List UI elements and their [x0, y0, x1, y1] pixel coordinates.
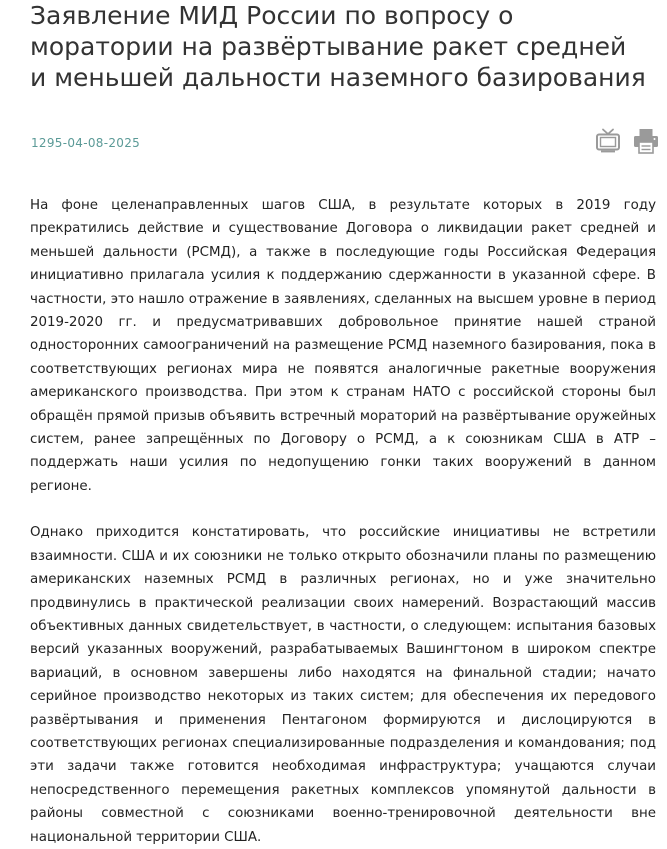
tv-icon[interactable]: [594, 128, 622, 154]
printer-icon[interactable]: [632, 128, 660, 154]
article-title: Заявление МИД России по вопросу о моратории на развёртывание ракет средней и меньшей дальности наземного базирования: [30, 1, 646, 92]
article-body: [30, 194, 656, 849]
article-date: 1295-04-08-2025: [31, 136, 141, 150]
article-paragraph-2: Однако приходится констатировать, что российские инициативы не встретили взаимности. США и их союзники не только открыто обозначили планы по размещению американских наземных РСМД в различных регионах, но и уже значительно продвинулись в практической реализации своих намерений. Возрастающий массив объективных данных свидетельствует, в частности, о следующем: испытания базовых версий указанных вооружений, разрабатываемых Вашингтоном в широком спектре вариаций, в основном завершены либо находятся на финальной стадии; начато серийное производство некоторых из таких систем; для обеспечения их передового развёртывания и применения Пентагоном формируются и дислоцируются в соответствующих регионах специализированные подразделения и командования; под эти задачи также готовится необходимая инфраструктура; учащаются случаи непосредственного перемещения ракетных комплексов упомянутой дальности в районы совместной с союзниками военно-тренировочной деятельности вне национальной территории США.: [30, 525, 656, 845]
article-paragraph-1: На фоне целенаправленных шагов США, в результате которых в 2019 году прекратились действие и существование Договора о ликвидации ракет средней и меньшей дальности (РСМД), а также в последующие годы Российская Федерация инициативно прилагала усилия к поддержанию сдержанности в указанной сфере. В частности, это нашло отражение в заявлениях, сделанных на высшем уровне в период 2019-2020 гг. и предусматривавших добровольное принятие нашей страной односторонних самоограничений на размещение РСМД наземного базирования, пока в соответствующих регионах мира не появятся аналогичные ракетные вооружения американского производства. При этом к странам НАТО с российской стороны был обращён прямой призыв объявить встречный мораторий на развёртывание оружейных систем, ранее запрещённых по Договору о РСМД, а к союзникам США в АТР – поддержать наши усилия по недопущению гонки таких вооружений в данном регионе.: [30, 198, 657, 494]
article-meta: [30, 128, 660, 158]
